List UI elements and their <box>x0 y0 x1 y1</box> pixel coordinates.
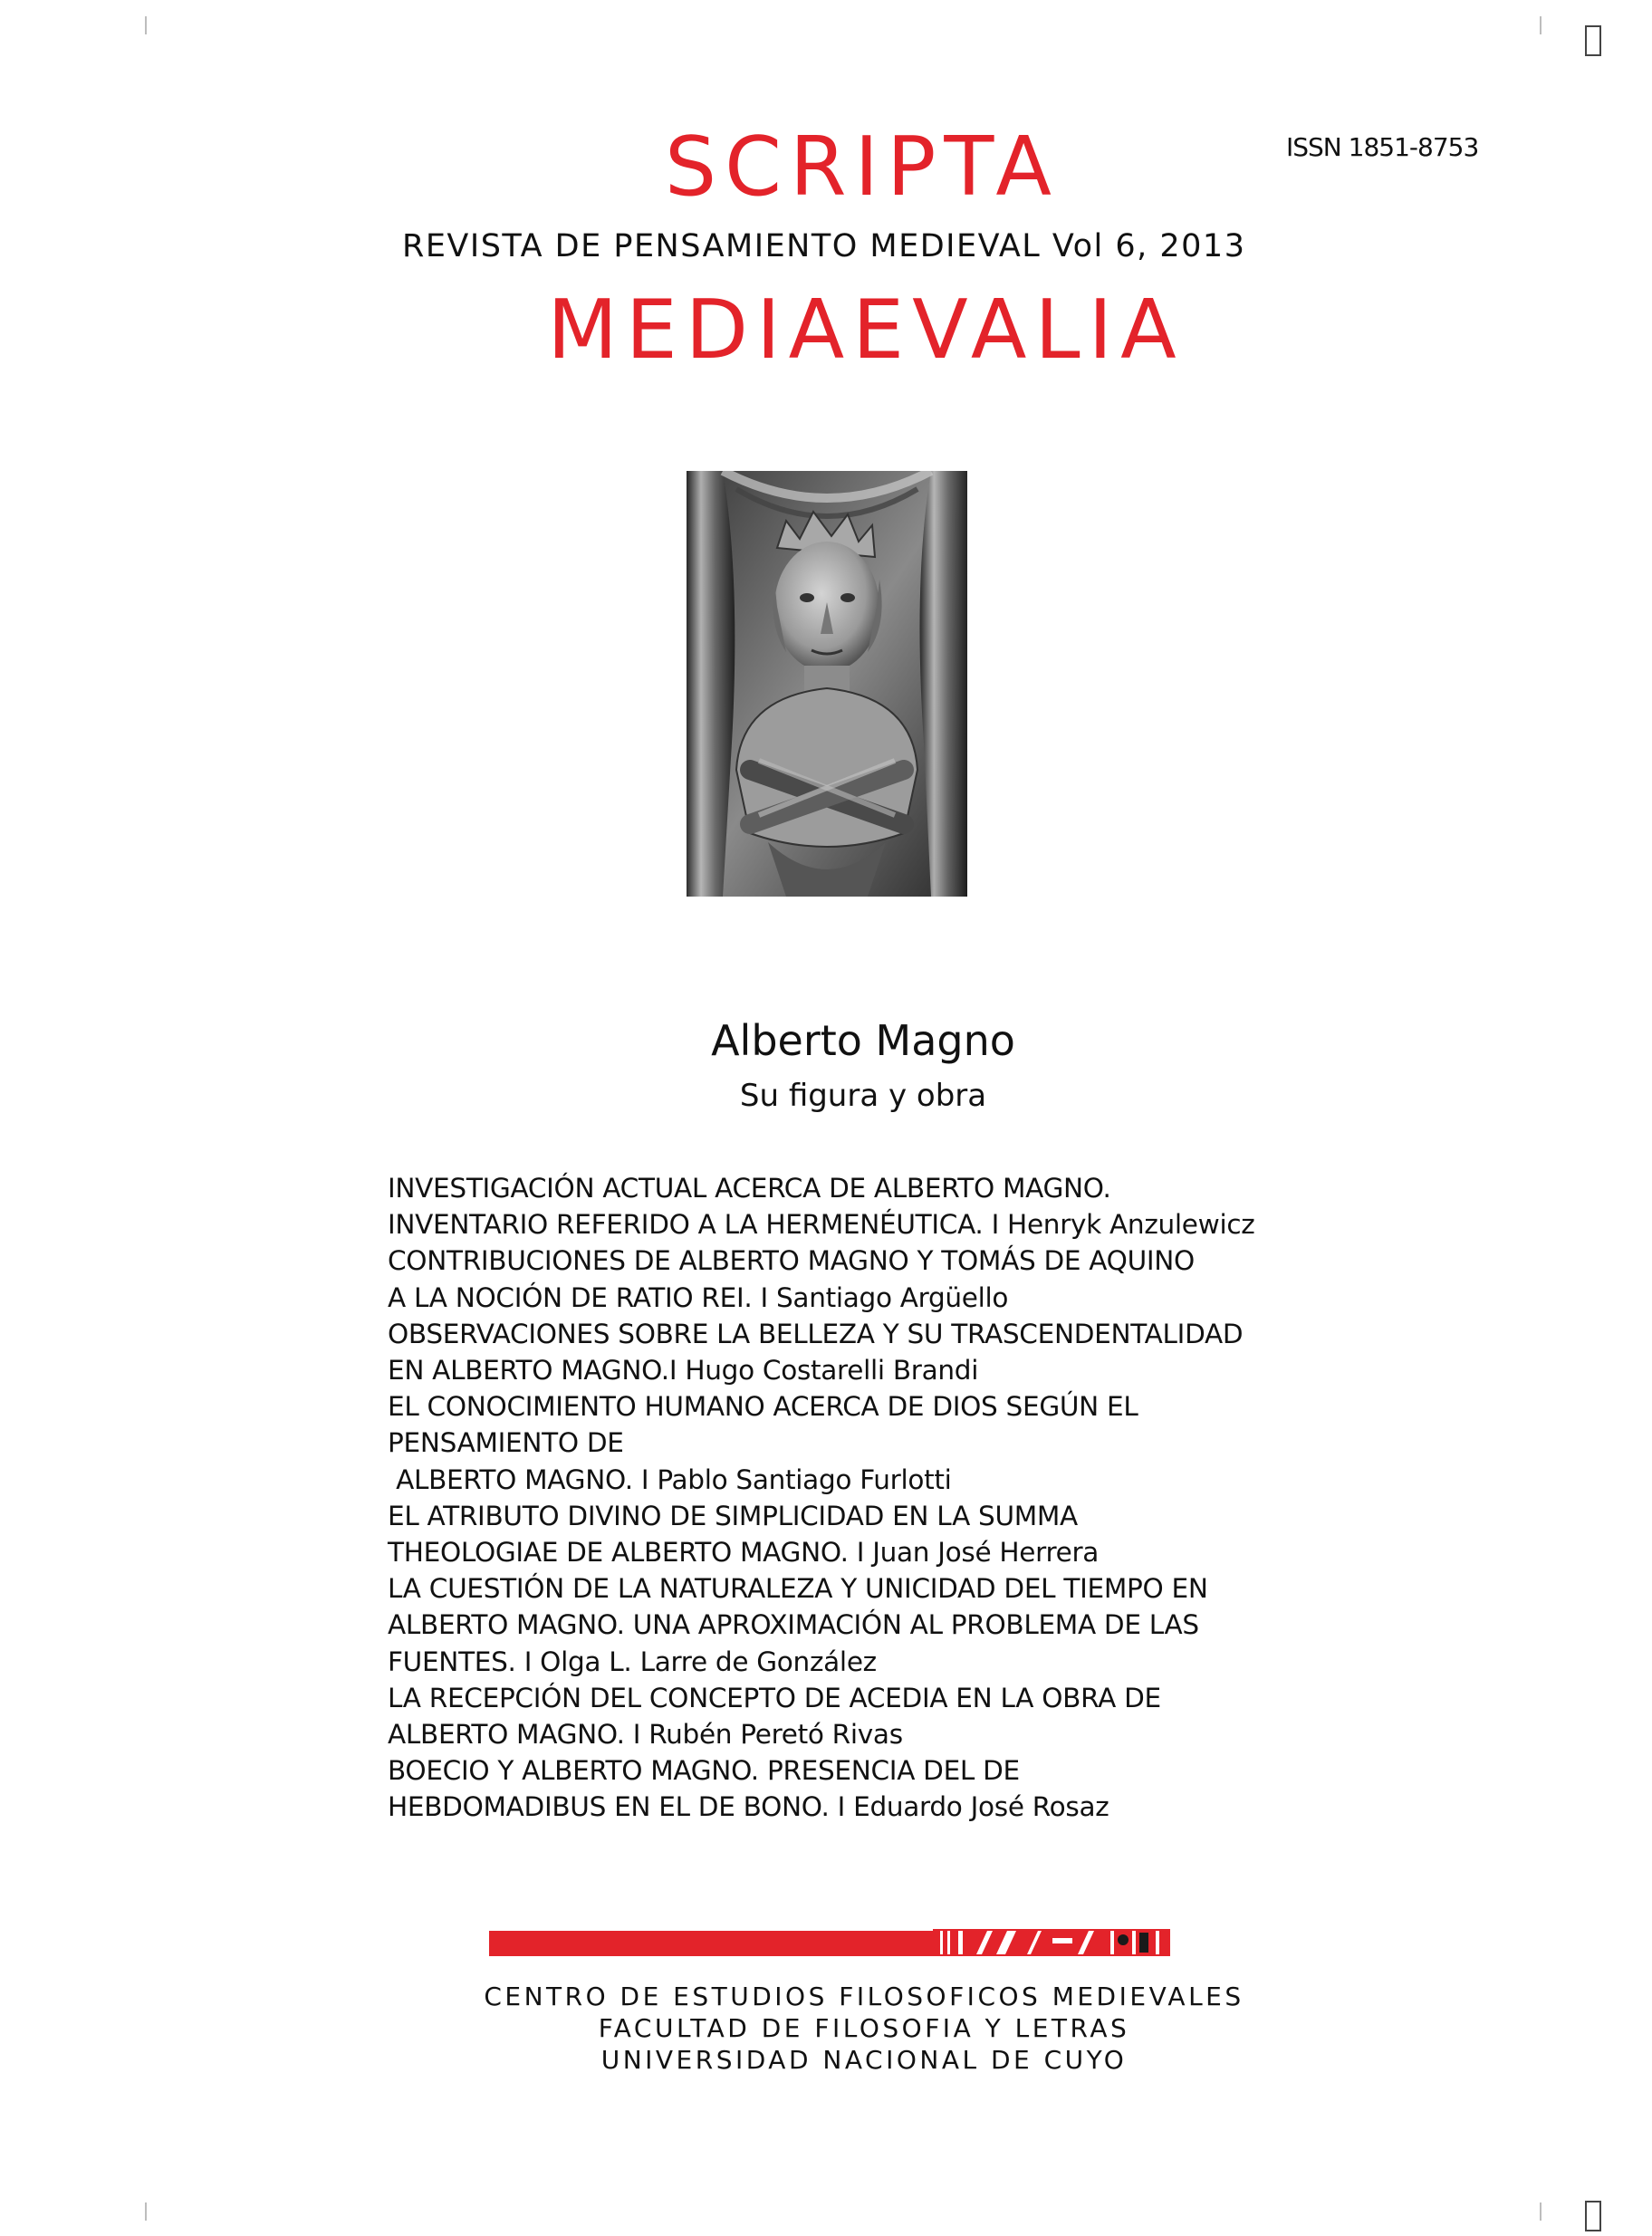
toc-line: ALBERTO MAGNO. I Rubén Peretó Rivas <box>388 1719 903 1751</box>
issn-label: ISSN 1851-8753 <box>1286 132 1479 162</box>
institution-logo <box>933 1927 1170 1958</box>
toc-line: OBSERVACIONES SOBRE LA BELLEZA Y SU TRASCENDENTALIDAD <box>388 1318 1244 1349</box>
journal-subtitle: REVISTA DE PENSAMIENTO MEDIEVAL Vol 6, 2013 <box>402 228 1246 264</box>
toc-line: INVENTARIO REFERIDO A LA HERMENÉUTICA. I Henryk Anzulewicz <box>388 1209 1255 1241</box>
footer-red-band <box>489 1931 942 1956</box>
institution-line-3: UNIVERSIDAD NACIONAL DE CUYO <box>600 2045 1128 2075</box>
corner-mark-top-right <box>1585 25 1601 56</box>
toc-line: PENSAMIENTO DE <box>388 1427 624 1459</box>
toc-line: HEBDOMADIBUS EN EL DE BONO. I Eduardo José Rosaz <box>388 1791 1109 1823</box>
toc-line: LA RECEPCIÓN DEL CONCEPTO DE ACEDIA EN LA OBRA DE <box>388 1682 1161 1713</box>
corner-mark-bottom-right <box>1585 2201 1601 2231</box>
toc-line: ALBERTO MAGNO. UNA APROXIMACIÓN AL PROBLEMA DE LAS <box>388 1609 1199 1641</box>
crop-mark-bottom-left <box>145 2202 147 2221</box>
crop-mark-bottom-right <box>1540 2202 1542 2221</box>
toc-line: EL ATRIBUTO DIVINO DE SIMPLICIDAD EN LA SUMMA <box>388 1500 1078 1531</box>
institution-line-1: CENTRO DE ESTUDIOS FILOSOFICOS MEDIEVALES <box>484 1982 1244 2011</box>
cover-photo-stone-bust <box>687 471 967 897</box>
toc-line: EN ALBERTO MAGNO.I Hugo Costarelli Brandi <box>388 1355 979 1387</box>
toc-line: LA CUESTIÓN DE LA NATURALEZA Y UNICIDAD DEL TIEMPO EN <box>388 1573 1208 1605</box>
toc-line: CONTRIBUCIONES DE ALBERTO MAGNO Y TOMÁS DE AQUINO <box>388 1245 1195 1277</box>
toc-line: A LA NOCIÓN DE RATIO REI. I Santiago Argüello <box>388 1281 1009 1313</box>
crop-mark-top-right <box>1540 16 1542 34</box>
toc-line: INVESTIGACIÓN ACTUAL ACERCA DE ALBERTO MAGNO. <box>388 1173 1111 1204</box>
table-of-contents <box>388 1170 1293 1826</box>
toc-line: BOECIO Y ALBERTO MAGNO. PRESENCIA DEL DE <box>388 1755 1020 1787</box>
toc-line: THEOLOGIAE DE ALBERTO MAGNO. I Juan José Herrera <box>388 1537 1100 1569</box>
institution-line-2: FACULTAD DE FILOSOFIA Y LETRAS <box>598 2013 1130 2043</box>
journal-title-top: SCRIPTA <box>665 120 1060 215</box>
issue-theme-title: Alberto Magno <box>711 1016 1015 1065</box>
journal-title-bottom: MEDIAEVALIA <box>547 283 1185 378</box>
toc-line: ALBERTO MAGNO. I Pablo Santiago Furlotti <box>388 1463 952 1495</box>
toc-line: FUENTES. I Olga L. Larre de González <box>388 1646 877 1677</box>
crop-mark-top-left <box>145 16 147 34</box>
toc-line: EL CONOCIMIENTO HUMANO ACERCA DE DIOS SEGÚN EL <box>388 1391 1138 1423</box>
issue-theme-subtitle: Su figura y obra <box>739 1078 987 1114</box>
